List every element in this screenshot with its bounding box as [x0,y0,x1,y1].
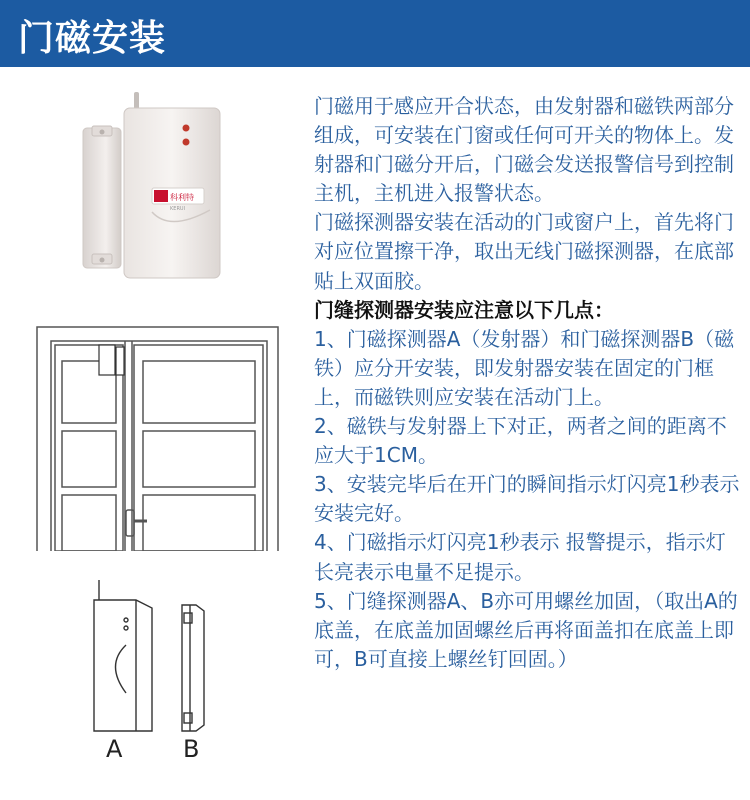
note-item-5: 5、门缝探测器A、B亦可用螺丝加固，（取出A的底盖，在底盖加固螺丝后再将面盖扣在底盖上即可，B可直接上螺丝钉回固。） [314,588,738,671]
door-sensor-transmitter [99,345,115,375]
label-a: A [106,735,123,763]
door-sensor-magnet [116,347,124,375]
brand-logo-sub: KERUI [170,206,186,212]
led-top [183,125,190,132]
label-b: B [183,735,200,763]
detector-a-body [94,600,152,731]
page-title: 门磁安装 [18,18,167,59]
description-text-block [314,92,744,674]
intro-paragraph: 门磁用于感应开合状态，由发射器和磁铁两部分组成，可安装在门窗或任何可开关的物体上。发射器和门磁分开后，门磁会发送报警信号到控制主机，主机进入报警状态。 [314,94,734,206]
door-frame-inner [51,341,267,551]
install-paragraph: 门磁探测器安装在活动的门或窗户上，首先将门对应位置擦干净，取出无线门磁探测器，在底部贴上双面胶。 [314,210,734,293]
note-item-3: 3、安装完毕后在开门的瞬间指示灯闪亮1秒表示安装完好。 [314,472,740,526]
product-photo [80,92,230,282]
note-item-2: 2、磁铁与发射器上下对正，两者之间的距离不应大于1CM。 [314,414,727,468]
header-banner [0,0,750,67]
door-installation-diagram [35,325,280,551]
notes-heading: 门缝探测器安装应注意以下几点： [314,297,614,322]
note-item-1: 1、门磁探测器A（发射器）和门磁探测器B（磁铁）应分开安装，即发射器安装在固定的门框上，而磁铁则应安装在活动门上。 [314,326,735,409]
door-handle [126,510,134,536]
right-door-panel [134,345,263,551]
detector-a-swoosh [116,645,127,693]
brand-logo-text: 科利特 [170,193,194,202]
magnet-body [83,128,121,268]
detector-b-body [182,605,204,731]
detector-ab-diagram [80,575,220,765]
led-bottom [183,139,190,146]
note-item-4: 4、门磁指示灯闪亮1秒表示 报警提示，指示灯长亮表示电量不足提示。 [314,530,726,584]
left-door-panel [55,345,123,551]
